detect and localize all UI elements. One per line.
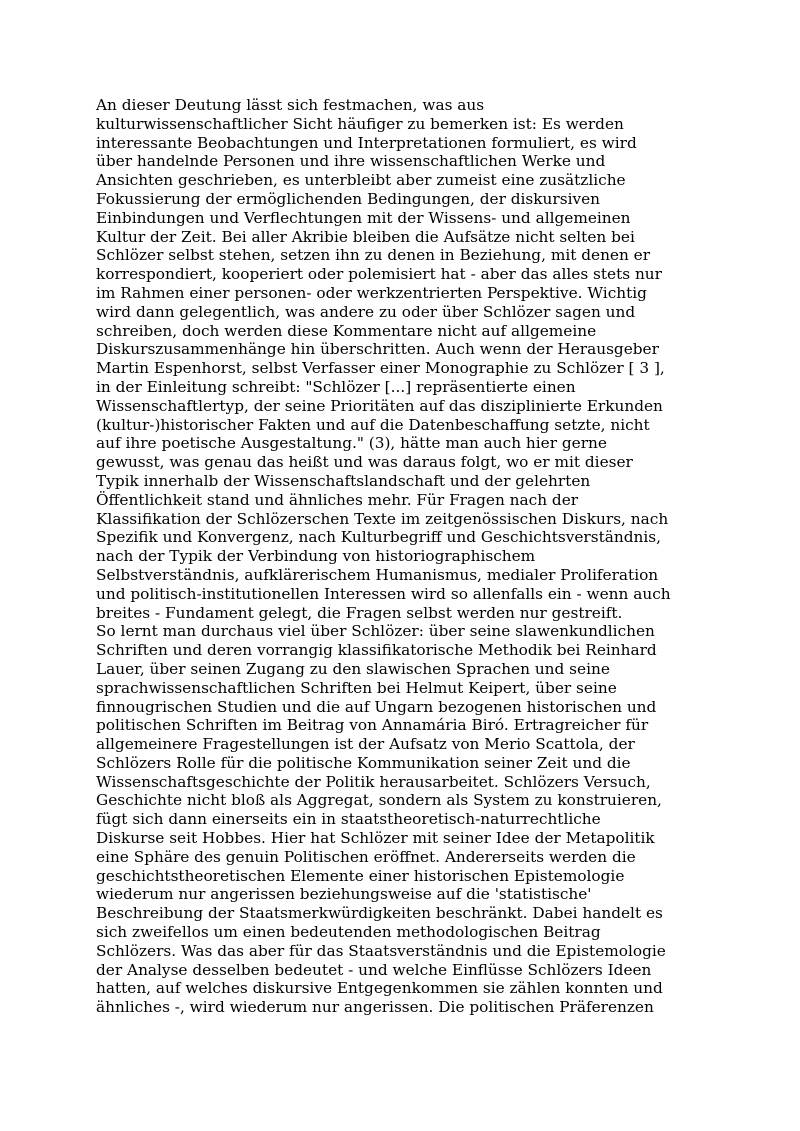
text-line: nach der Typik der Verbindung von historiographischem xyxy=(96,547,536,566)
text-line: breites - Fundament gelegt, die Fragen selbst werden nur gestreift. xyxy=(96,603,623,622)
text-line: Lauer, über seinen Zugang zu den slawischen Sprachen und seine xyxy=(96,659,610,678)
text-line: fügt sich dann einerseits ein in staatstheoretisch-naturrechtliche xyxy=(96,810,601,829)
text-line: gewusst, was genau das heißt und was daraus folgt, wo er mit dieser xyxy=(96,453,633,472)
text-line: der Analyse desselben bedeutet - und welche Einflüsse Schlözers Ideen xyxy=(96,960,652,979)
text-line: Geschichte nicht bloß als Aggregat, sondern als System zu konstruieren, xyxy=(96,791,662,810)
body-text xyxy=(96,96,716,1017)
text-line: Einbindungen und Verflechtungen mit der Wissens- und allgemeinen xyxy=(96,208,631,227)
text-line: auf ihre poetische Ausgestaltung." (3), hätte man auch hier gerne xyxy=(96,434,607,453)
text-line: An dieser Deutung lässt sich festmachen, was aus xyxy=(96,96,485,114)
text-line: politischen Schriften im Beitrag von Annamária Biró. Ertragreicher für xyxy=(96,716,649,735)
text-line: (kultur-)historischer Fakten und auf die Datenbeschaffung setzte, nicht xyxy=(96,415,650,434)
text-line: sich zweifellos um einen bedeutenden methodologischen Beitrag xyxy=(96,923,601,942)
text-line: Diskurse seit Hobbes. Hier hat Schlözer mit seiner Idee der Metapolitik xyxy=(96,829,655,848)
text-line: Schlözers Rolle für die politische Kommunikation seiner Zeit und die xyxy=(96,753,631,772)
text-line: Diskurszusammenhänge hin überschritten. Auch wenn der Herausgeber xyxy=(96,340,659,359)
text-line: Typik innerhalb der Wissenschaftslandschaft und der gelehrten xyxy=(96,471,591,490)
text-line: wird dann gelegentlich, was andere zu oder über Schlözer sagen und xyxy=(96,302,636,321)
text-line: Spezifik und Konvergenz, nach Kulturbegriff und Geschichtsverständnis, xyxy=(96,528,661,547)
text-line: Martin Espenhorst, selbst Verfasser einer Monographie zu Schlözer [ 3 ], xyxy=(96,359,665,378)
text-line: hatten, auf welches diskursive Entgegenkommen sie zählen konnten und xyxy=(96,979,663,998)
text-line: über handelnde Personen und ihre wissenschaftlichen Werke und xyxy=(96,152,606,171)
text-line: im Rahmen einer personen- oder werkzentrierten Perspektive. Wichtig xyxy=(96,283,647,302)
text-line: Selbstverständnis, aufklärerischem Humanismus, medialer Proliferation xyxy=(96,565,659,584)
text-line: Schlözer selbst stehen, setzen ihn zu denen in Beziehung, mit denen er xyxy=(96,246,651,265)
text-line: interessante Beobachtungen und Interpretationen formuliert, es wird xyxy=(96,133,637,152)
text-line: schreiben, doch werden diese Kommentare nicht auf allgemeine xyxy=(96,321,597,340)
text-line: Schriften und deren vorrangig klassifikatorische Methodik bei Reinhard xyxy=(96,641,657,660)
text-line: in der Einleitung schreibt: "Schlözer [...] repräsentierte einen xyxy=(96,377,576,396)
text-line: Wissenschaftsgeschichte der Politik herausarbeitet. Schlözers Versuch, xyxy=(96,772,651,791)
text-line: kulturwissenschaftlicher Sicht häufiger zu bemerken ist: Es werden xyxy=(96,114,624,133)
text-line: Kultur der Zeit. Bei aller Akribie bleiben die Aufsätze nicht selten bei xyxy=(96,227,635,246)
text-line: Fokussierung der ermöglichenden Bedingungen, der diskursiven xyxy=(96,189,601,208)
text-line: finnougrischen Studien und die auf Ungarn bezogenen historischen und xyxy=(96,697,657,716)
text-line: Schlözers. Was das aber für das Staatsverständnis und die Epistemologie xyxy=(96,941,666,960)
text-line: wiederum nur angerissen beziehungsweise auf die 'statistische' xyxy=(96,885,592,904)
text-line: korrespondiert, kooperiert oder polemisiert hat - aber das alles stets nur xyxy=(96,265,662,284)
text-line: Klassifikation der Schlözerschen Texte im zeitgenössischen Diskurs, nach xyxy=(96,509,669,528)
text-line: sprachwissenschaftlichen Schriften bei Helmut Keipert, über seine xyxy=(96,678,617,697)
text-line: Wissenschaftlertyp, der seine Prioritäten auf das disziplinierte Erkunden xyxy=(96,396,663,415)
text-line: ähnliches -, wird wiederum nur angerissen. Die politischen Präferenzen xyxy=(96,998,654,1017)
text-line: eine Sphäre des genuin Politischen eröffnet. Andererseits werden die xyxy=(96,847,636,866)
text-line: Ansichten geschrieben, es unterbleibt aber zumeist eine zusätzliche xyxy=(96,171,626,190)
text-line: Öffentlichkeit stand und ähnliches mehr. Für Fragen nach der xyxy=(96,490,579,509)
text-line: geschichtstheoretischen Elemente einer historischen Epistemologie xyxy=(96,866,625,885)
text-line: allgemeinere Fragestellungen ist der Aufsatz von Merio Scattola, der xyxy=(96,735,635,754)
text-line: Beschreibung der Staatsmerkwürdigkeiten beschränkt. Dabei handelt es xyxy=(96,904,663,923)
text-line: So lernt man durchaus viel über Schlözer: über seine slawenkundlichen xyxy=(96,622,655,641)
text-line: und politisch-institutionellen Interessen wird so allenfalls ein - wenn auch xyxy=(96,584,671,603)
